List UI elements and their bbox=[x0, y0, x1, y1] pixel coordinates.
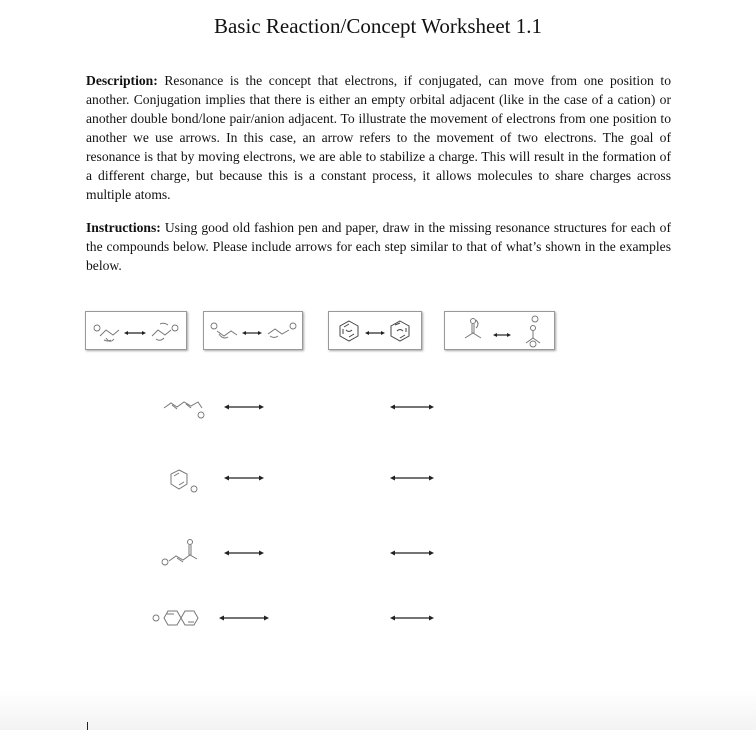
resonance-arrow-4a bbox=[218, 613, 270, 623]
instructions-text: Using good old fashion pen and paper, draw in the missing resonance structures for each of the compounds below. Please include arrows for each step similar to that of what’s shown in the examples below. bbox=[86, 220, 671, 273]
page-bottom-edge bbox=[0, 690, 756, 730]
resonance-arrow-3a bbox=[223, 548, 265, 558]
resonance-arrow-2a bbox=[223, 473, 265, 483]
resonance-arrow-1a bbox=[223, 402, 265, 412]
description-label: Description: bbox=[86, 73, 158, 88]
bicyclic-anion-structure bbox=[150, 606, 204, 634]
benzene-example-diagram bbox=[329, 312, 421, 349]
example-box-allyl-cation bbox=[85, 311, 187, 350]
resonance-arrow-4b bbox=[389, 613, 435, 623]
description-paragraph bbox=[86, 71, 671, 204]
text-cursor bbox=[87, 722, 88, 730]
instructions-label: Instructions: bbox=[86, 220, 161, 235]
allyl-anion-example-diagram bbox=[204, 312, 302, 349]
example-box-benzene bbox=[328, 311, 422, 350]
example-box-allyl-anion bbox=[203, 311, 303, 350]
carbonyl-example-diagram bbox=[445, 312, 554, 349]
problem-row-3 bbox=[0, 531, 756, 581]
enolate-ketone-structure bbox=[158, 539, 208, 569]
description-text: Resonance is the concept that electrons, if conjugated, can move from one position to another. Conjugation implies that there is either an empty orbital adjacent (like in the case of a cation) or another double bond/lone pair/anion adjacent. To illustrate the movement of electrons from one position to another we use arrows. In this case, an arrow refers to the movement of two electrons. The goal of resonance is that by moving electrons, we are able to stabilize a charge. This will result in the formation of a different charge, but because this is a constant process, it allows molecules to share charges across multiple atoms. bbox=[86, 73, 671, 202]
pentadienyl-anion-structure bbox=[162, 394, 212, 420]
resonance-arrow-3b bbox=[389, 548, 435, 558]
problem-row-1 bbox=[0, 388, 756, 438]
allyl-cation-example-diagram bbox=[86, 312, 186, 349]
problem-row-2 bbox=[0, 459, 756, 509]
resonance-arrow-1b bbox=[389, 402, 435, 412]
problem-row-4 bbox=[0, 598, 756, 648]
example-box-carbonyl bbox=[444, 311, 555, 350]
resonance-arrow-2b bbox=[389, 473, 435, 483]
cyclohexenyl-anion-structure bbox=[165, 467, 203, 497]
instructions-paragraph bbox=[86, 218, 671, 275]
worksheet-title: Basic Reaction/Concept Worksheet 1.1 bbox=[213, 14, 542, 38]
